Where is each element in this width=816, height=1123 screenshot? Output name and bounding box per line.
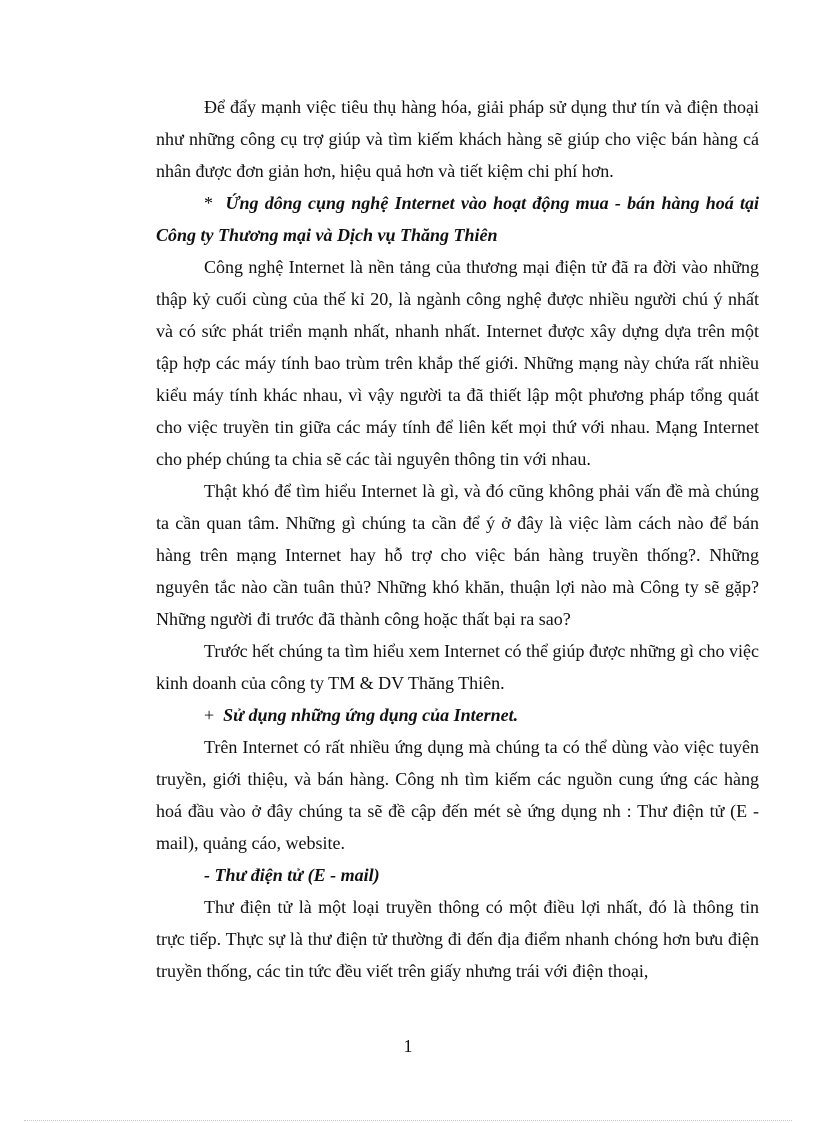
heading-bullet-star: * <box>204 193 213 213</box>
document-body <box>156 91 759 987</box>
paragraph-business-help: Trước hết chúng ta tìm hiểu xem Internet có thể giúp được những gì cho việc kinh doanh của công ty TM & DV Thăng Thiên. <box>156 641 760 693</box>
subheading-internet-uses <box>156 699 759 731</box>
paragraph-internet-applications: Trên Internet có rất nhiều ứng dụng mà chúng ta có thể dùng vào việc tuyên truyền, giới thiệu, và bán hàng. Công nh tìm kiếm các nguồn cung ứng các hàng hoá đầu vào ở đây chúng ta sẽ đề cập đến mét sè ứng dụng nh : Thư điện tử (E - mail), quảng cáo, website. <box>156 737 759 853</box>
paragraph-internet-questions: Thật khó để tìm hiểu Internet là gì, và đó cũng không phải vấn đề mà chúng ta cần quan tâm. Những gì chúng ta cần để ý ở đây là việc làm cách nào để bán hàng trên mạng Internet hay hỗ trợ cho việc bán hàng truyền thống?. Những nguyên tắc nào cần tuân thủ? Những khó khăn, thuận lợi nào mà Công ty sẽ gặp? Những người đi trước đã thành công hoặc thất bại ra sao? <box>156 481 759 629</box>
subheading-email: - Thư điện tử (E - mail) <box>204 865 380 885</box>
section-heading-text: Ứng dông cụng nghệ Internet vào hoạt động mua - bán hàng hoá tại Công ty Thương mại và Dịch vụ Thăng Thiên <box>156 193 759 245</box>
page-number: 1 <box>403 1036 413 1056</box>
page-bottom-dotted-edge <box>24 1120 792 1121</box>
section-heading-internet-application <box>156 187 759 251</box>
paragraph-internet-technology: Công nghệ Internet là nền tảng của thương mại điện tử đã ra đời vào những thập kỷ cuối cùng của thế kỉ 20, là ngành công nghệ được nhiều người chú ý nhất và có sức phát triển mạnh nhất, nhanh nhất. Internet được xây dựng dựa trên một tập hợp các máy tính bao trùm trên khắp thế giới. Những mạng này chứa rất nhiều kiểu máy tính khác nhau, vì vậy người ta đã thiết lập một phương pháp tổng quát cho việc truyền tin giữa các máy tính để liên kết mọi thứ với nhau. Mạng Internet cho phép chúng ta chia sẽ các tài nguyên thông tin với nhau. <box>156 257 759 469</box>
heading-bullet-plus: + <box>204 705 215 725</box>
paragraph-sales-tools: Để đẩy mạnh việc tiêu thụ hàng hóa, giải pháp sử dụng thư tín và điện thoại như những công cụ trợ giúp và tìm kiếm khách hàng sẽ giúp cho việc bán hàng cá nhân được đơn giản hơn, hiệu quả hơn và tiết kiệm chi phí hơn. <box>156 97 759 181</box>
subheading-text: Sử dụng những ứng dụng của Internet. <box>223 705 519 725</box>
paragraph-email-benefits: Thư điện tử là một loại truyền thông có một điều lợi nhất, đó là thông tin trực tiếp. Thực sự là thư điện tử thường đi đến địa điểm nhanh chóng hơn bưu điện truyền thống, các tin tức đều viết trên giấy nhưng trái với điện thoại, <box>156 897 759 981</box>
